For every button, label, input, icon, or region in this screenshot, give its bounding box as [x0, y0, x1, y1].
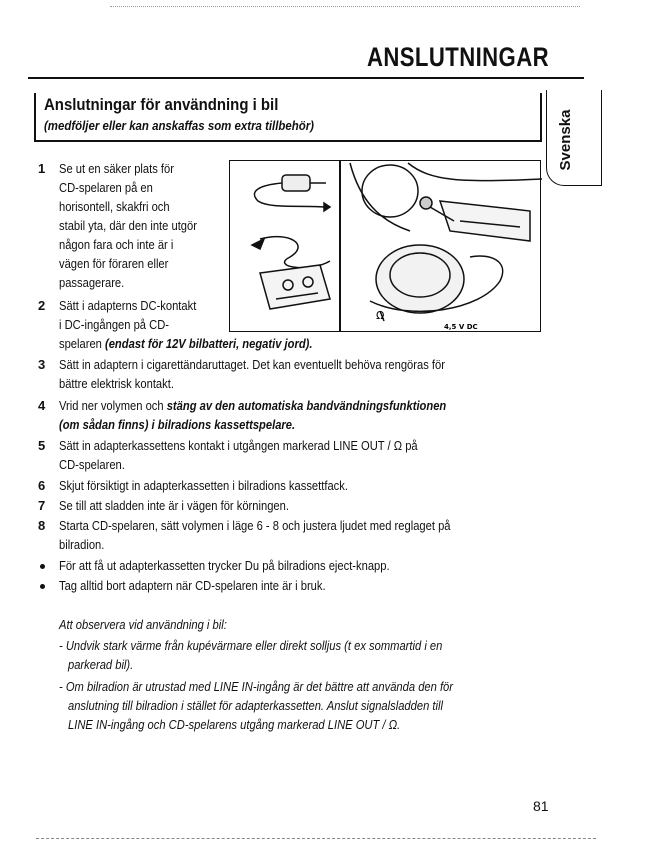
step-number: 2: [38, 298, 46, 313]
page-number: 81: [533, 798, 549, 814]
step-1-line: horisontell, skakfri och: [59, 199, 170, 214]
step-1-line: Se ut en säker plats för: [59, 161, 174, 176]
bullet-item: Tag alltid bort adaptern när CD-spelaren inte är i bruk.: [59, 578, 326, 593]
section-box: [34, 93, 542, 142]
note-title: Att observera vid användning i bil:: [59, 617, 227, 632]
step-8-line: Starta CD-spelaren, sätt volymen i läge 6 - 8 och justera ljudet med reglaget på: [59, 518, 451, 533]
step-4-line: [59, 397, 446, 415]
step-6-line: Skjut försiktigt in adapterkassetten i bilradions kassettfack.: [59, 478, 348, 493]
figure-divider: [339, 161, 341, 331]
bullet-dot: [40, 584, 45, 589]
bullet-item: För att få ut adapterkassetten trycker Du på bilradions eject-knapp.: [59, 558, 390, 573]
illustration-drawing: [230, 161, 542, 333]
footer-scan-line: [36, 838, 596, 839]
step-4-emphasis: stäng av den automatiska bandvändningsfunktionen: [166, 398, 447, 413]
step-1-line: stabil yta, där den inte utgör: [59, 218, 197, 233]
step-1-line: CD-spelaren på en: [59, 180, 153, 195]
step-2-plain: spelaren: [59, 336, 105, 351]
bullet-dot: [40, 564, 45, 569]
step-2-emphasis: (endast för 12V bilbatteri, negativ jord).: [104, 336, 313, 351]
step-4-plain: Vrid ner volymen och: [59, 398, 167, 413]
step-number: 6: [38, 478, 46, 493]
language-tab-label: Svenska: [557, 109, 574, 171]
cable-coil-icon: [252, 237, 330, 268]
step-8-line: bilradion.: [59, 537, 105, 552]
step-2-line: Sätt i adapterns DC-kontakt: [59, 298, 197, 313]
step-4-emphasis-line: (om sådan finns) i bilradions kassettspelare.: [59, 417, 296, 432]
step-3-line: bättre elektrisk kontakt.: [59, 376, 174, 391]
note-line: LINE IN-ingång och CD-spelarens utgång markerad LINE OUT / Ω.: [68, 717, 401, 732]
step-3-line: Sätt in adaptern i cigarettändaruttaget. Det kan eventuellt behöva rengöras för: [59, 357, 445, 372]
step-number: 4: [38, 398, 46, 413]
title-rule: [28, 77, 584, 79]
note-line: anslutning till bilradion i stället för adapterkassetten. Anslut signalsladden till: [68, 698, 443, 713]
step-number: 8: [38, 518, 46, 533]
car-connection-illustration: [229, 160, 541, 332]
step-5-line: CD-spelaren.: [59, 457, 125, 472]
step-2-line: i DC-ingången på CD-: [59, 317, 169, 332]
step-number: 7: [38, 498, 46, 513]
dc-input-label: 4,5 V DC: [444, 323, 478, 331]
step-2-line: [59, 335, 312, 353]
step-number: 1: [38, 161, 46, 176]
step-1-line: någon fara och inte är i: [59, 237, 174, 252]
step-number: 5: [38, 438, 46, 453]
cassette-adapter-icon: [260, 265, 330, 309]
section-heading: Anslutningar för användning i bil: [44, 95, 279, 114]
note-line: parkerad bil).: [68, 657, 134, 672]
step-1-line: vägen för föraren eller: [59, 256, 169, 271]
language-tab: [546, 90, 602, 186]
section-subheading: (medföljer eller kan anskaffas som extra tillbehör): [44, 118, 315, 133]
page-title: ANSLUTNINGAR: [366, 42, 549, 72]
step-1-line: passagerare.: [59, 275, 125, 290]
headphone-symbol: Ω: [376, 309, 385, 322]
car-dashboard-icon: [350, 163, 542, 241]
cd-player-icon: [370, 245, 503, 321]
step-5-line: Sätt in adapterkassettens kontakt i utgången markerad LINE OUT / Ω på: [59, 438, 418, 453]
step-7-line: Se till att sladden inte är i vägen för körningen.: [59, 498, 289, 513]
header-scan-dots: [110, 6, 580, 7]
note-line: - Undvik stark värme från kupévärmare eller direkt solljus (t ex sommartid i en: [59, 638, 443, 653]
car-adapter-plug-icon: [254, 175, 330, 211]
step-number: 3: [38, 357, 46, 372]
note-line: - Om bilradion är utrustad med LINE IN-ingång är det bättre att använda den för: [59, 679, 454, 694]
